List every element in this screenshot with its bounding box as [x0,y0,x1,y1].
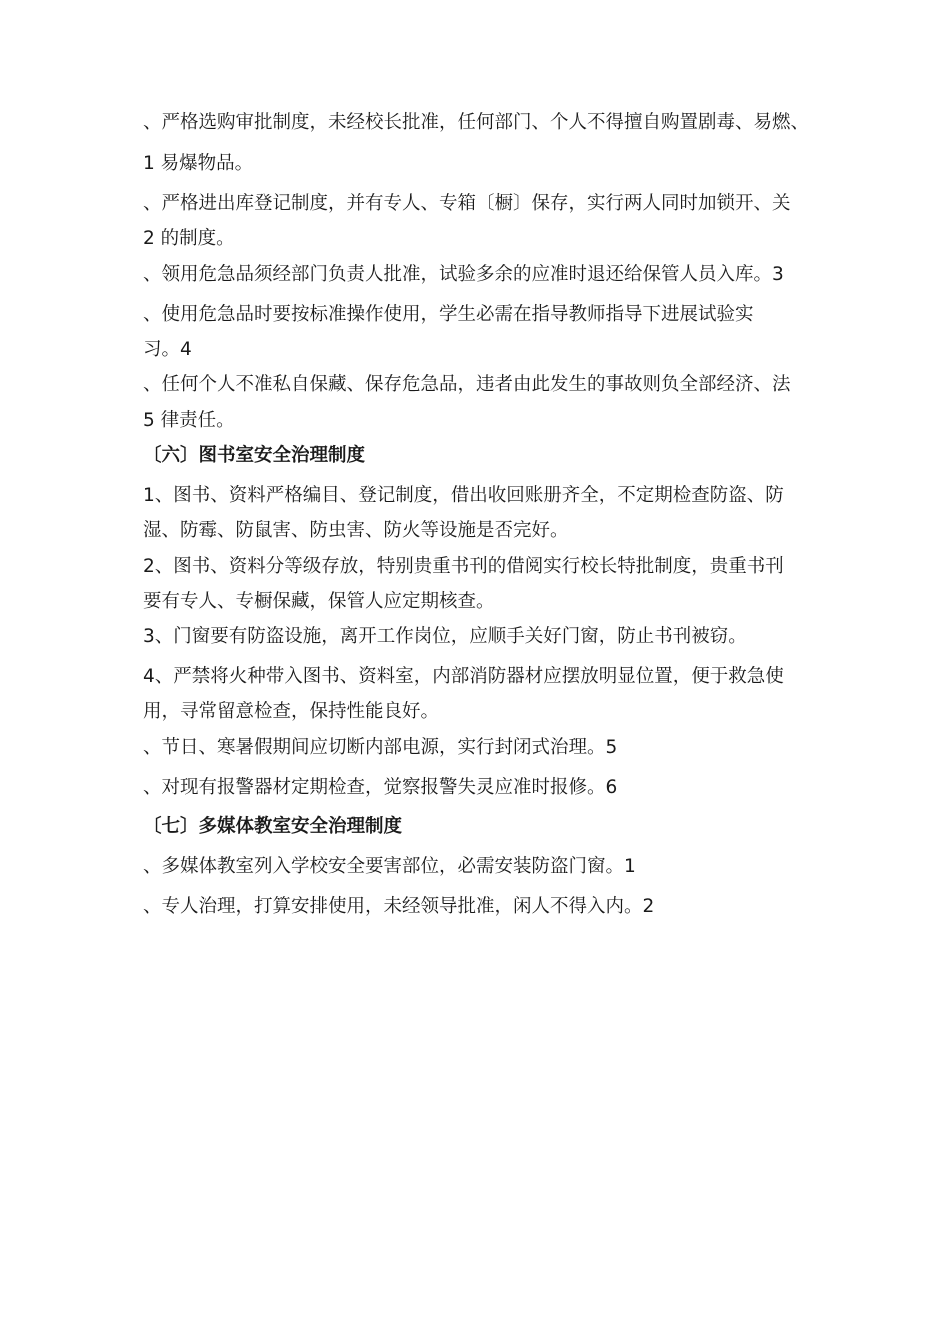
text-line: 用，寻常留意检查，保持性能良好。 [143,701,440,722]
text-line: 、节日、寒暑假期间应切断内部电源，实行封闭式治理。5 [143,737,618,758]
text-line: 、严格进出库登记制度，并有专人、专箱〔橱〕保存，实行两人同时加锁开、关 [143,193,791,214]
text-line: 1 易爆物品。 [143,153,254,174]
text-line: 湿、防霉、防鼠害、防虫害、防火等设施是否完好。 [143,520,569,541]
section-heading-library: 〔六〕图书室安全治理制度 [143,445,366,466]
text-line: 、使用危急品时要按标准操作使用，学生必需在指导教师指导下进展试验实 [143,304,754,325]
section-heading-multimedia: 〔七〕多媒体教室安全治理制度 [143,816,403,837]
text-line: 、多媒体教室列入学校安全要害部位，必需安装防盗门窗。1 [143,856,636,877]
text-line: 4、严禁将火种带入图书、资料室，内部消防器材应摆放明显位置，便于救急使 [143,666,784,687]
text-line: 1、图书、资料严格编目、登记制度，借出收回账册齐全，不定期检查防盗、防 [143,485,784,506]
text-line: 3、门窗要有防盗设施，离开工作岗位，应顺手关好门窗，防止书刊被窃。 [143,626,747,647]
text-line: 2、图书、资料分等级存放，特别贵重书刊的借阅实行校长特批制度，贵重书刊 [143,556,784,577]
text-line: 、专人治理，打算安排使用，未经领导批准，闲人不得入内。2 [143,896,655,917]
text-line: 2 的制度。 [143,228,235,249]
text-line: 、对现有报警器材定期检查，觉察报警失灵应准时报修。6 [143,777,618,798]
text-line: 、领用危急品须经部门负责人批准，试验多余的应准时退还给保管人员入库。3 [143,264,784,285]
text-line: 、严格选购审批制度，未经校长批准，任何部门、个人不得擅自购置剧毒、易燃、 [143,112,810,133]
text-line: 、任何个人不准私自保藏、保存危急品，违者由此发生的事故则负全部经济、法 [143,374,791,395]
text-line: 要有专人、专橱保藏，保管人应定期核查。 [143,591,495,612]
text-line: 习。4 [143,339,192,360]
text-line: 5 律责任。 [143,410,235,431]
